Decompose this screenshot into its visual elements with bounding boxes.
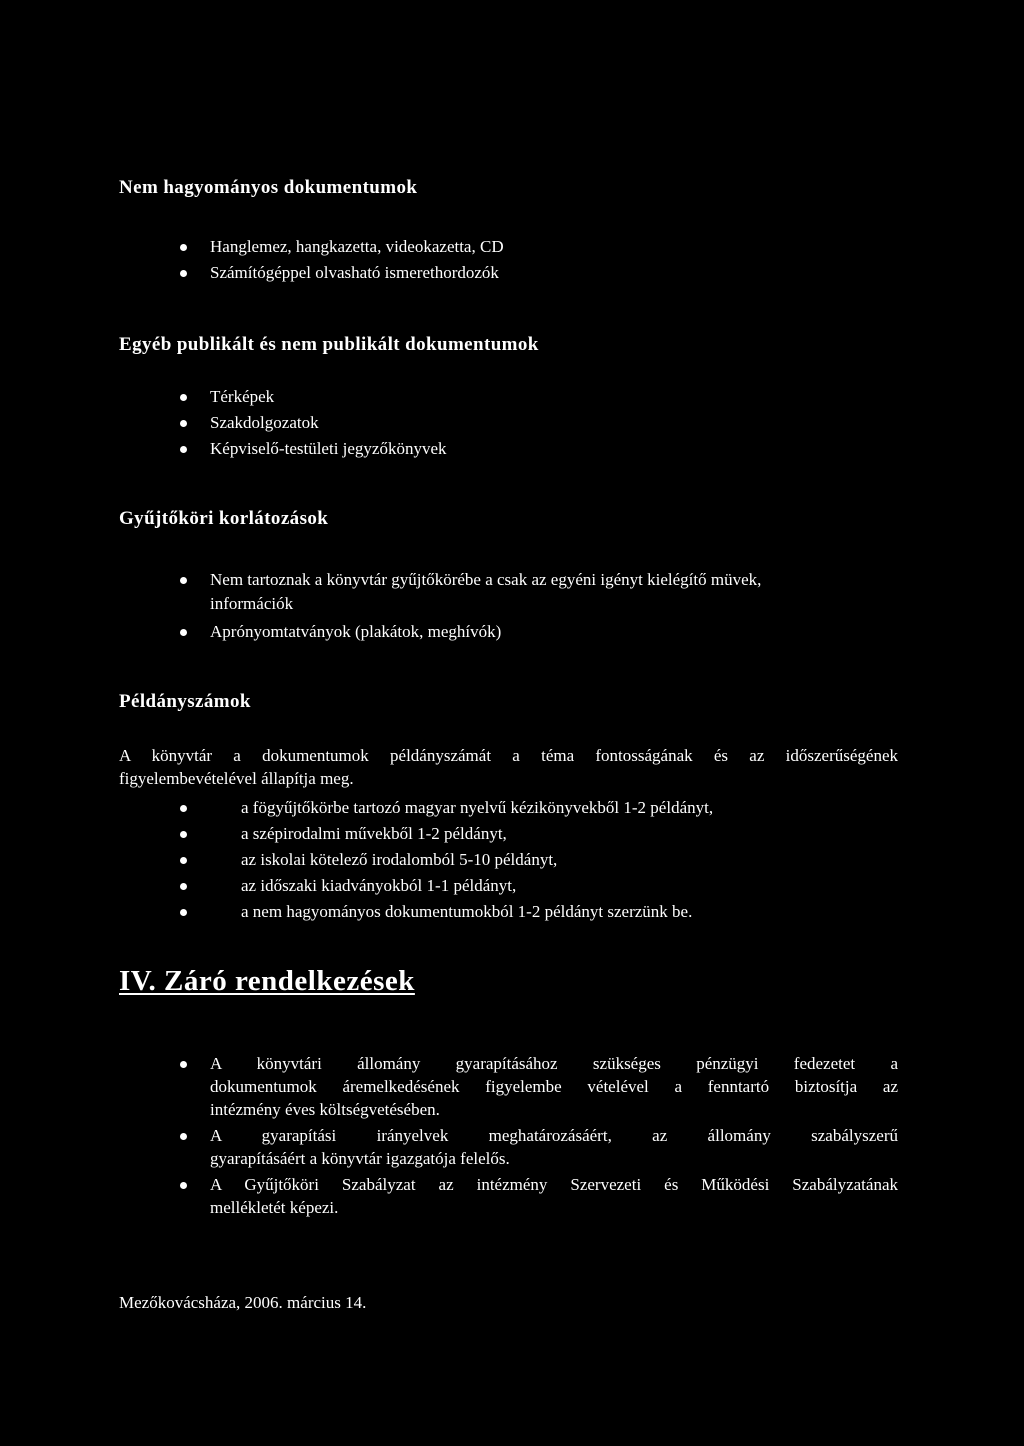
list-item: az időszaki kiadványokból 1-1 példányt, xyxy=(241,876,517,895)
bullet-icon xyxy=(180,629,187,636)
list-item: Hanglemez, hangkazetta, videokazetta, CD xyxy=(210,237,504,256)
list-item: a nem hagyományos dokumentumokból 1-2 példányt szerzünk be. xyxy=(241,902,693,921)
list-item: A könyvtári állomány gyarapításához szükséges pénzügyi fedezetet a xyxy=(210,1054,898,1073)
bullet-icon xyxy=(180,394,187,401)
bullet-icon xyxy=(180,831,187,838)
bullet-icon xyxy=(180,805,187,812)
heading-copy-counts: Példányszámok xyxy=(119,691,251,712)
list-item-continuation: információk xyxy=(210,594,294,613)
bullet-icon xyxy=(180,244,187,251)
place-date: Mezőkovácsháza, 2006. március 14. xyxy=(119,1293,367,1312)
list-item: Számítógéppel olvasható ismerethordozók xyxy=(210,263,499,282)
heading-collection-limits: Gyűjtőköri korlátozások xyxy=(119,508,329,529)
heading-closing-provisions: IV. Záró rendelkezések xyxy=(119,965,415,997)
list-item: az iskolai kötelező irodalomból 5-10 példányt, xyxy=(241,850,558,869)
bullet-icon xyxy=(180,1061,187,1068)
bullet-icon xyxy=(180,420,187,427)
list-item-continuation: gyarapításáért a könyvtár igazgatója felelős. xyxy=(210,1149,510,1168)
bullet-icon xyxy=(180,1182,187,1189)
paragraph-line: figyelembevételével állapítja meg. xyxy=(119,769,354,788)
list-item-continuation: mellékletét képezi. xyxy=(210,1198,339,1217)
bullet-icon xyxy=(180,857,187,864)
list-item: Nem tartoznak a könyvtár gyűjtőkörébe a csak az egyéni igényt kielégítő müvek, xyxy=(210,570,762,589)
heading-nonstandard-documents: Nem hagyományos dokumentumok xyxy=(119,177,418,198)
bullet-icon xyxy=(180,909,187,916)
list-item: Aprónyomtatványok (plakátok, meghívók) xyxy=(210,622,502,641)
paragraph-line: A könyvtár a dokumentumok példányszámát a téma fontosságának és az időszerűségének xyxy=(119,746,898,765)
list-item: a fögyűjtőkörbe tartozó magyar nyelvű kézikönyvekből 1-2 példányt, xyxy=(241,798,714,817)
list-item: Térképek xyxy=(210,387,275,406)
list-item: A Gyűjtőköri Szabályzat az intézmény Szervezeti és Működési Szabályzatának xyxy=(210,1175,898,1194)
bullet-icon xyxy=(180,883,187,890)
list-item: a szépirodalmi művekből 1-2 példányt, xyxy=(241,824,507,843)
list-item: Képviselő-testületi jegyzőkönyvek xyxy=(210,439,447,458)
bullet-icon xyxy=(180,446,187,453)
bullet-icon xyxy=(180,577,187,584)
list-item: A gyarapítási irányelvek meghatározásáért, az állomány szabályszerű xyxy=(210,1126,898,1145)
list-item-continuation: dokumentumok áremelkedésének figyelembe vételével a fenntartó biztosítja az xyxy=(210,1077,898,1096)
bullet-icon xyxy=(180,270,187,277)
list-item-continuation: intézmény éves költségvetésében. xyxy=(210,1100,440,1119)
list-item: Szakdolgozatok xyxy=(210,413,319,432)
bullet-icon xyxy=(180,1133,187,1140)
heading-other-documents: Egyéb publikált és nem publikált dokumentumok xyxy=(119,334,539,355)
